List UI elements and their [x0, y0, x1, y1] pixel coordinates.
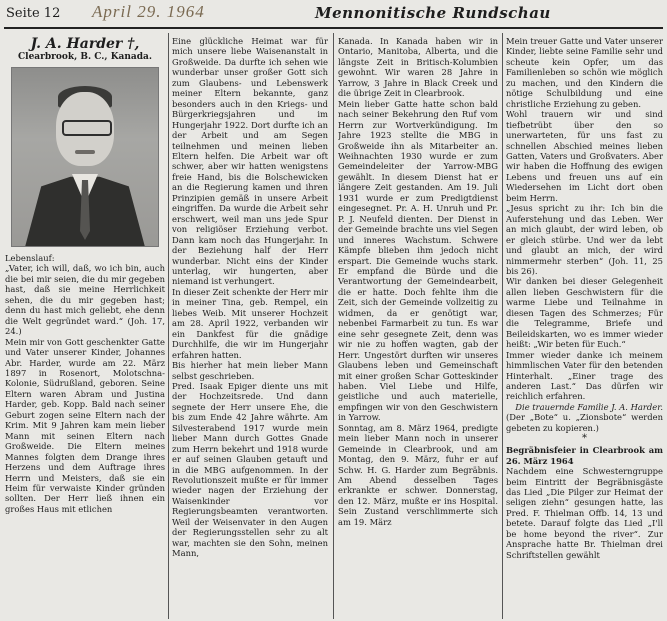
paragraph: Wohl trauern wir und sind tiefbetrübt über den so unerwarteten, für uns fast zu schnellen Abschied meines lieben Gatten, Vaters und Großvaters. Aber wir haben die Hoffnung des ewigen Lebens und freuen uns auf ein Wiedersehen im Licht dort oben beim Herrn.: [506, 109, 663, 203]
column-divider: [168, 33, 169, 619]
family-signature: Die trauernde Familie J. A. Harder.: [515, 401, 663, 412]
section-star: *: [582, 433, 587, 445]
masthead: Mennonitische Rundschau: [315, 4, 551, 22]
paragraph: Mein mir von Gott geschenkter Gatte und Vater unserer Kinder, Johannes Abr. Harder, wurde am 22. März 1897 in Rosenort, Molotschna-Kolonie, Südrußland, geboren. Seine Eltern waren Abram und Justina Harder, geb. Kopp. Bald nach seiner Geburt zogen seine Eltern nach der Krim. Mit 9 Jahren kam mein lieber Mann mit seinen Eltern nach Großweide. Die Eltern meines Mannes folgten dem Drange ihres Herzens und dem Auftrage ihres Herrn und Meisters, daß sie ein Heim für verwaiste Kinder gründen sollten. Der Herr ließ ihnen ein großes Haus mit etlichen: [5, 336, 165, 514]
paragraph: Sonntag, am 8. März 1964, predigte mein lieber Mann noch in unserer Gemeinde in Clearbrook, und am Montag, den 9. März, fuhr er auf Schw. H. G. Harder zum Begräbnis. Am Abend desselben Tages erkrankte er schwer. Donnerstag, den 12. März, mußte er ins Hospital. Sein Zustand verschlimmerte sich am 19. März: [338, 422, 498, 527]
paragraph: Eine glückliche Heimat war für mich unsere liebe Waisenanstalt in Großweide. Da durfte ich sehen wie wunderbar unser großer Gott sich zum Glaubens- und Lebenswerk meiner Eltern bekannte, ganz besonders auch in den Kriegs- und Bürgerkriegsjahren und im Hungerjahr 1922. Dort durfte ich an der Arbeit und am Segen teilnehmen und meinen lieben Eltern helfen. Die Arbeit war oft schwer, aber wir hatten wenigstens freie Hand, bis die Bolschewicken an die Regierung kamen und ihren Prinzipien gemäß in unsere Arbeit eingriffen. Da wurde die Arbeit sehr erschwert, weil man uns jede Spur von religiöser Erziehung verbot. Dann kam noch das Hungerjahr. In der Beziehung half der Herr wunderbar. Nicht eins der Kinder unterlag, wir hungerten, aber niemand ist verhungert.: [172, 36, 328, 287]
paragraph: Kanada. In Kanada haben wir in Ontario, Manitoba, Alberta, und die längste Zeit in Britisch-Kolumbien gewohnt. Wir waren 28 Jahre in Yarrow, 3 Jahre in Black Creek und die übrige Zeit in Clearbrook.: [338, 36, 498, 99]
paragraph: Nachdem eine Schwesterngruppe beim Eintritt der Begräbnisgäste das Lied „Die Pilger zur Heimat der seligen ziehn“ gesungen hatte, las Pred. F. Thielman Offb. 14, 13 und betete. Darauf folgte das Lied „I'll be home beyond the river“. Zur Ansprache hatte Br. Thielman drei Schriftstellen gewählt: [506, 466, 663, 560]
obituary-name: J. A. Harder †,: [30, 36, 140, 52]
life-label: Lebenslauf:: [5, 253, 55, 263]
portrait-photo: [11, 67, 159, 247]
column-3: [338, 36, 498, 619]
copy-request: (Der „Bote“ u. „Zionsbote“ werden gebeten zu kopieren.): [506, 412, 663, 433]
obituary-place: Clearbrook, B. C., Kanada.: [18, 52, 152, 62]
paragraph: „Jesus spricht zu ihr: Ich bin die Auferstehung und das Leben. Wer an mich glaubt, der wird leben, ob er gleich stürbe. Und wer da lebt und glaubt an mich, der wird nimmermehr sterben“ (Joh. 11, 25 bis 26).: [506, 203, 663, 276]
column-1: [5, 36, 165, 619]
handwritten-date: April 29. 1964: [92, 2, 205, 21]
funeral-heading: Begräbnisfeier in Clearbrook am 26. März 1964: [506, 445, 663, 466]
paragraph: Immer wieder danke ich meinem himmlischen Vater für den betenden Hinterhalt. „Einer trage des anderen Last.“ Das dürfen wir reichlich erfahren.: [506, 349, 663, 402]
paragraph: Bis hierher hat mein lieber Mann selbst geschrieben.: [172, 360, 328, 381]
page-number: Seite 12: [6, 6, 61, 21]
column-divider: [333, 33, 334, 619]
paragraph: Wir danken bei dieser Gelegenheit allen lieben Geschwistern für die warme Liebe und Teilnahme in diesen Tagen des Schmerzes; Für die Telegramme, Briefe und Beileidskarten, wo es immer wieder heißt: „Wir beten für Euch.“: [506, 276, 663, 350]
paragraph: Pred. Isaak Epiger diente uns mit der Hochzeitsrede. Und dann segnete der Herr unsere Ehe, die bis zum Ende 42 Jahre währte. Am Silvesterabend 1917 wurde mein lieber Mann durch Gottes Gnade zum Herrn bekehrt und 1918 wurde er auf seinen Glauben getauft und in die MBG aufgenommen. In der Revolutionszeit mußte er für immer wieder nagen der Erziehung der Waisenkinder vor Regierungsbeamten verantworten. Weil der Weisenvater in den Augen der Regierungsstellen sehr zu alt war, machten sie den Sohn, meinen Mann,: [172, 380, 328, 559]
column-4: [506, 36, 663, 619]
paragraph: In dieser Zeit schenkte der Herr mir in meiner Tina, geb. Rempel, ein liebes Weib. Mit unserer Hochzeit am 28. April 1922, verbanden wir ein Dankfest für die gnädige Durchhilfe, die wir im Hungerjahr erfahren hatten.: [172, 286, 328, 360]
paragraph: Mein lieber Gatte hatte schon bald nach seiner Bekehrung den Ruf vom Herrn zur Wortverkündigung. Im Jahre 1923 stellte die MBG in Großweide ihn als Mitarbeiter an. Weihnachten 1930 wurde er zum Gemeindeleiter der Yarrow-MBG gewählt. In diesem Dienst hat er längere Zeit gestanden. Am 19. Juli 1931 wurde er zum Predigtdienst eingesegnet. Pr. A. H. Unruh und Pr. P. J. Neufeld dienten. Der Dienst in der Gemeinde brachte uns viel Segen und inneres Wachstum. Schwere Kämpfe blieben ihm jedoch nicht erspart. Die Gemeinde wuchs stark. Er empfand die Bürde und die Verantwortung der Gemeindearbeit, die er hatte. Doch fehlte ihm die Zeit, sich der Gemeinde vollzeitig zu widmen, da er genötigt war, nebenbei Farmarbeit zu tun. Es war eine sehr gesegnete Zeit, denn was wir nie zu hoffen wagten, gab der Herr. Ungestört durften wir unseres Glaubens leben und Gemeinschaft mit einer großen Schar Gotteskinder haben. Viel Liebe und Hilfe, geistliche und auch materielle, empfingen wir von den Geschwistern in Yarrow.: [338, 98, 498, 423]
column-2: [172, 36, 328, 619]
header-rule: [4, 27, 663, 29]
column-divider: [502, 33, 503, 619]
paragraph: „Vater, ich will, daß, wo ich bin, auch die bei mir seien, die du mir gegeben hast, daß sie meine Herrlichkeit sehen, die du mir gegeben hast; denn du hast mich geliebt, ehe denn die Welt gegründet ward.“ (Joh. 17, 24.): [5, 263, 165, 337]
paragraph: Mein treuer Gatte und Vater unserer Kinder, liebte seine Familie sehr und scheute kein Opfer, um das Familienleben so schön wie möglich zu machen, und den Kindern die nötige Schulbildung und eine christliche Erziehung zu geben.: [506, 36, 663, 109]
